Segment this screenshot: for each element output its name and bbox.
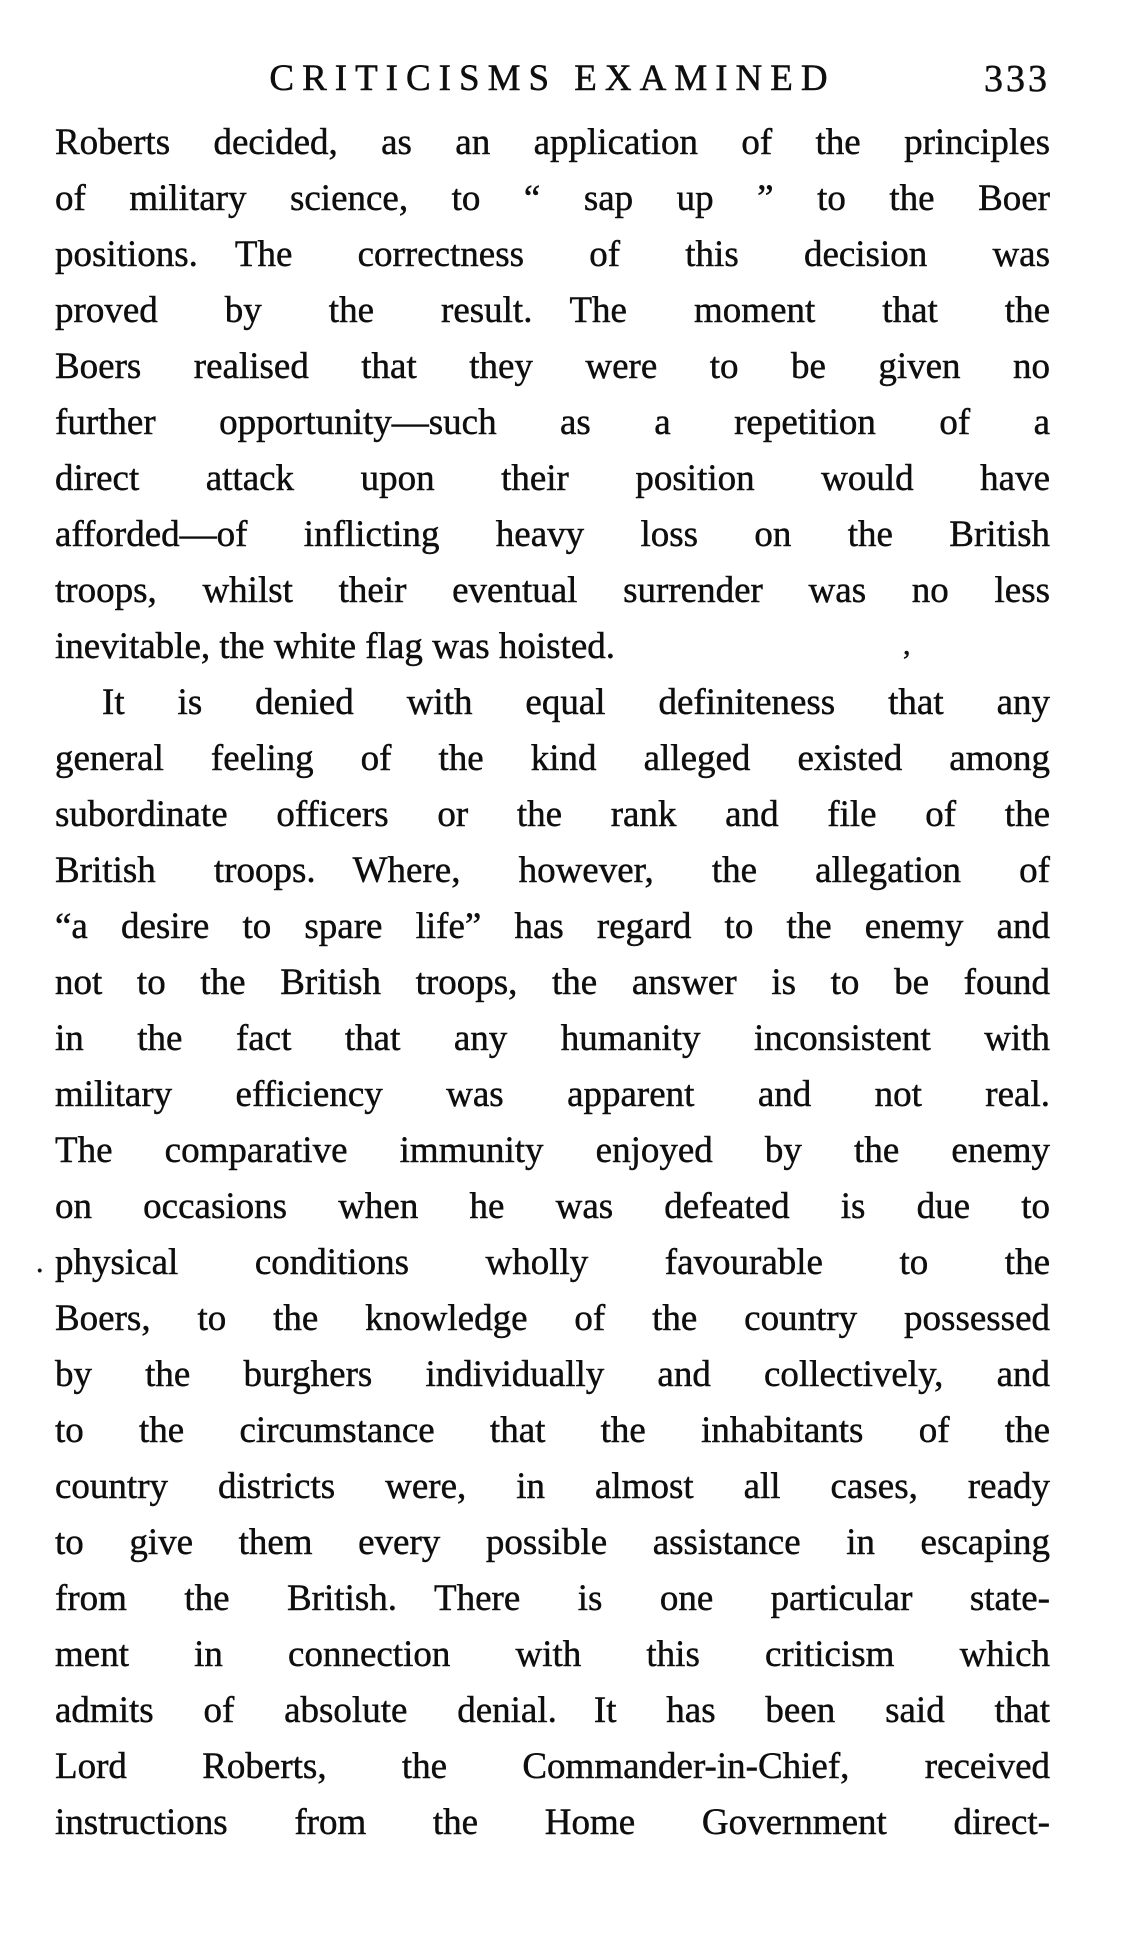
text-line: by the burghers individually and collectively, and [55, 1354, 1050, 1395]
text-line: to the circumstance that the inhabitants of the [55, 1410, 1050, 1451]
text-line: Boers, to the knowledge of the country possessed [55, 1298, 1050, 1339]
text-line: Boers realised that they were to be given no [55, 346, 1050, 387]
text-line: admits of absolute denial. It has been said that [55, 1690, 1050, 1731]
text-line: general feeling of the kind alleged existed among [55, 738, 1050, 779]
text-line: The comparative immunity enjoyed by the enemy [55, 1130, 1050, 1171]
page-body [55, 115, 1050, 1851]
text-line: from the British. There is one particular state- [55, 1578, 1050, 1619]
text-line: It is denied with equal definiteness that any [102, 682, 1050, 723]
text-line: of military science, to “ sap up ” to the Boer [55, 178, 1050, 219]
paragraph [55, 675, 1050, 1851]
text-line: physical conditions wholly favourable to the [55, 1242, 1050, 1283]
text-line: country districts were, in almost all cases, ready [55, 1466, 1050, 1507]
text-line: Lord Roberts, the Commander-in-Chief, received [55, 1746, 1050, 1787]
text-line: military efficiency was apparent and not real. [55, 1074, 1050, 1115]
text-line: British troops. Where, however, the allegation of [55, 850, 1050, 891]
scan-artifact-dot: . [36, 1246, 44, 1279]
text-line: direct attack upon their position would have [55, 458, 1050, 499]
text-line: inevitable, the white flag was hoisted. [55, 626, 615, 667]
text-line: instructions from the Home Government direct- [55, 1802, 1050, 1843]
scan-artifact-comma: , [903, 628, 911, 661]
text-line: not to the British troops, the answer is to be found [55, 962, 1050, 1003]
text-line: in the fact that any humanity inconsistent with [55, 1018, 1050, 1059]
text-line: subordinate officers or the rank and file of the [55, 794, 1050, 835]
paragraph [55, 115, 1050, 675]
text-line: troops, whilst their eventual surrender was no less [55, 570, 1050, 611]
text-line: “a desire to spare life” has regard to the enemy and [55, 906, 1050, 947]
running-head [55, 58, 1050, 100]
page-title: CRITICISMS EXAMINED [269, 58, 836, 99]
text-line: on occasions when he was defeated is due to [55, 1186, 1050, 1227]
text-line: further opportunity—such as a repetition of a [55, 402, 1050, 443]
text-line: proved by the result. The moment that the [55, 290, 1050, 331]
page-number: 333 [984, 58, 1050, 100]
text-line: Roberts decided, as an application of the principles [55, 122, 1050, 163]
text-line: positions. The correctness of this decision was [55, 234, 1050, 275]
text-line: to give them every possible assistance in escaping [55, 1522, 1050, 1563]
text-line: afforded—of inflicting heavy loss on the British [55, 514, 1050, 555]
text-line: ment in connection with this criticism which [55, 1634, 1050, 1675]
